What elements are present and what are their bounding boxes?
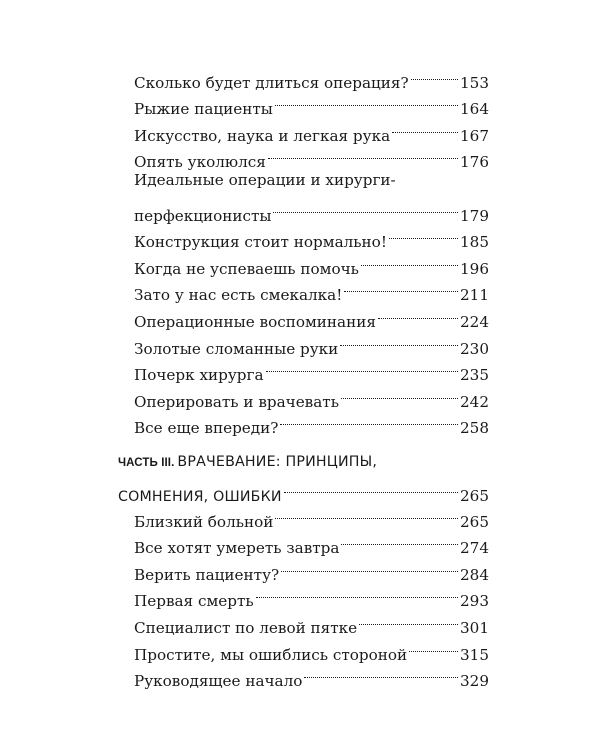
toc-entry-page: 164 [460, 100, 489, 119]
toc-entry-page: 211 [460, 286, 489, 305]
dot-leader [304, 660, 458, 687]
toc-entry-title: Все еще впереди? [134, 419, 279, 438]
toc-entry-multiline-line1: Идеальные операции и хирурги- [134, 171, 396, 190]
toc-entry-page: 167 [460, 126, 489, 145]
toc-entry-page: 235 [460, 366, 489, 385]
toc-entry-page: 224 [460, 312, 489, 331]
dot-leader [284, 475, 458, 502]
toc-entry-title: Простите, мы ошиблись стороной [134, 645, 408, 664]
dot-leader [275, 500, 458, 527]
toc-entry-page: 196 [460, 259, 489, 278]
toc-entry [134, 61, 489, 92]
dot-leader [409, 633, 458, 660]
dot-leader [281, 553, 458, 580]
dot-leader [341, 380, 458, 407]
dot-leader [344, 274, 458, 301]
toc-entry-page: 230 [460, 339, 489, 358]
toc-entry-title: Зато у нас есть смекалка! [134, 286, 343, 305]
toc-entry-page: 179 [460, 206, 489, 225]
toc-entry-title: Почерк хирурга [134, 366, 264, 385]
dot-leader [411, 61, 458, 88]
toc-entry-title: Опять уколюлся [134, 153, 266, 172]
dot-leader [273, 194, 458, 221]
toc-entry-title: Специалист по левой пятке [134, 618, 358, 637]
toc-entry-title: Верить пациенту? [134, 565, 280, 584]
toc-entry-title: Первая смерть [134, 592, 254, 611]
toc-entry-title: перфекционисты [134, 206, 272, 225]
toc-section-part [134, 500, 489, 691]
part-page: 265 [460, 487, 489, 506]
toc-entry-title: Конструкция стоит нормально! [134, 233, 387, 252]
toc-entry-page: 176 [460, 153, 489, 172]
toc-entry-title: Все хотят умереть завтра [134, 539, 340, 558]
toc-entry-page: 258 [460, 419, 489, 438]
toc-entry-title: Близкий больной [134, 512, 274, 531]
toc-entry-page: 153 [460, 73, 489, 92]
dot-leader [392, 114, 458, 141]
toc-entry-page: 329 [460, 672, 489, 691]
toc-section-top [134, 61, 489, 438]
toc-entry-page: 265 [460, 512, 489, 531]
toc-entry-title: Руководящее начало [134, 672, 303, 691]
dot-leader [280, 407, 458, 434]
toc-entry-title: Когда не успеваешь помочь [134, 259, 359, 278]
dot-leader [256, 580, 458, 607]
dot-leader [341, 527, 458, 554]
dot-leader [378, 300, 458, 327]
dot-leader [361, 247, 458, 274]
toc-entry-page: 301 [460, 618, 489, 637]
toc-entry-page: 284 [460, 565, 489, 584]
toc-entry-page: 242 [460, 392, 489, 411]
dot-leader [275, 88, 458, 115]
toc-entry-title: Операционные воспоминания [134, 312, 376, 331]
toc-entry-page: 274 [460, 539, 489, 558]
part-title-line1: ВРАЧЕВАНИЕ: ПРИНЦИПЫ, [177, 454, 378, 470]
toc-entry-title: Золотые сломанные руки [134, 339, 339, 358]
toc-entry-page: 185 [460, 233, 489, 252]
dot-leader [389, 221, 458, 248]
toc-entry [134, 500, 489, 531]
part-title-line2: СОМНЕНИЯ, ОШИБКИ [118, 489, 282, 506]
toc-entry-page: 293 [460, 592, 489, 611]
toc-entry-title: Искусство, наука и легкая рука [134, 126, 391, 145]
part-label: ЧАСТЬ III. [118, 457, 175, 469]
dot-leader [268, 141, 458, 168]
toc-entry-title: Рыжие пациенты [134, 100, 273, 119]
toc-entry-title: Оперировать и врачевать [134, 392, 339, 411]
part-heading-line1 [118, 448, 489, 475]
toc-entry [134, 194, 489, 225]
part-heading-line2 [118, 475, 489, 506]
toc-entry-title: Сколько будет длиться операция? [134, 73, 409, 92]
dot-leader [340, 327, 458, 354]
dot-leader [266, 354, 458, 381]
part-heading [118, 448, 489, 506]
dot-leader [359, 606, 458, 633]
toc-entry-page: 315 [460, 645, 489, 664]
